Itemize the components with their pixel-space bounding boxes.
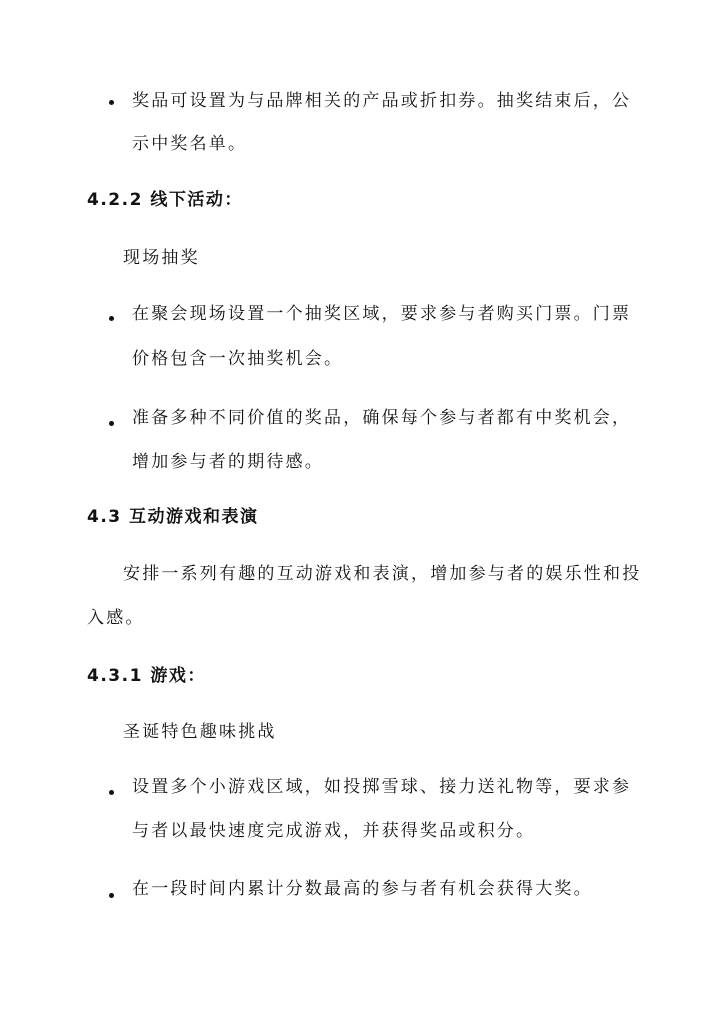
bullet-text: 奖品可设置为与品牌相关的产品或折扣券。抽奖结束后，公 xyxy=(132,91,632,111)
bullet-text-continuation: 与者以最快速度完成游戏，并获得奖品或积分。 xyxy=(132,821,536,841)
subsection-label: 圣诞特色趣味挑战 xyxy=(123,722,277,742)
bullet-text: 在一段时间内累计分数最高的参与者有机会获得大奖。 xyxy=(132,879,593,899)
bullet-dot xyxy=(109,421,114,426)
paragraph-text-continuation: 入感。 xyxy=(87,608,145,628)
bullet-text: 设置多个小游戏区域，如投掷雪球、接力送礼物等，要求参 xyxy=(132,777,632,797)
bullet-text-continuation: 价格包含一次抽奖机会。 xyxy=(132,349,344,369)
bullet-dot xyxy=(109,893,114,898)
section-heading: 4.3 互动游戏和表演 xyxy=(87,507,259,527)
bullet-text: 在聚会现场设置一个抽奖区域，要求参与者购买门票。门票 xyxy=(132,304,632,324)
bullet-dot xyxy=(109,790,114,795)
bullet-text-continuation: 增加参与者的期待感。 xyxy=(132,452,324,472)
bullet-dot xyxy=(109,316,114,321)
section-heading: 4.2.2 线下活动： xyxy=(87,190,243,210)
bullet-text-continuation: 示中奖名单。 xyxy=(132,134,248,154)
bullet-dot xyxy=(109,100,114,105)
subsection-label: 现场抽奖 xyxy=(123,248,200,268)
paragraph-text: 安排一系列有趣的互动游戏和表演，增加参与者的娱乐性和投 xyxy=(123,564,642,584)
bullet-text: 准备多种不同价值的奖品，确保每个参与者都有中奖机会， xyxy=(132,408,632,428)
section-heading: 4.3.1 游戏： xyxy=(87,666,206,686)
